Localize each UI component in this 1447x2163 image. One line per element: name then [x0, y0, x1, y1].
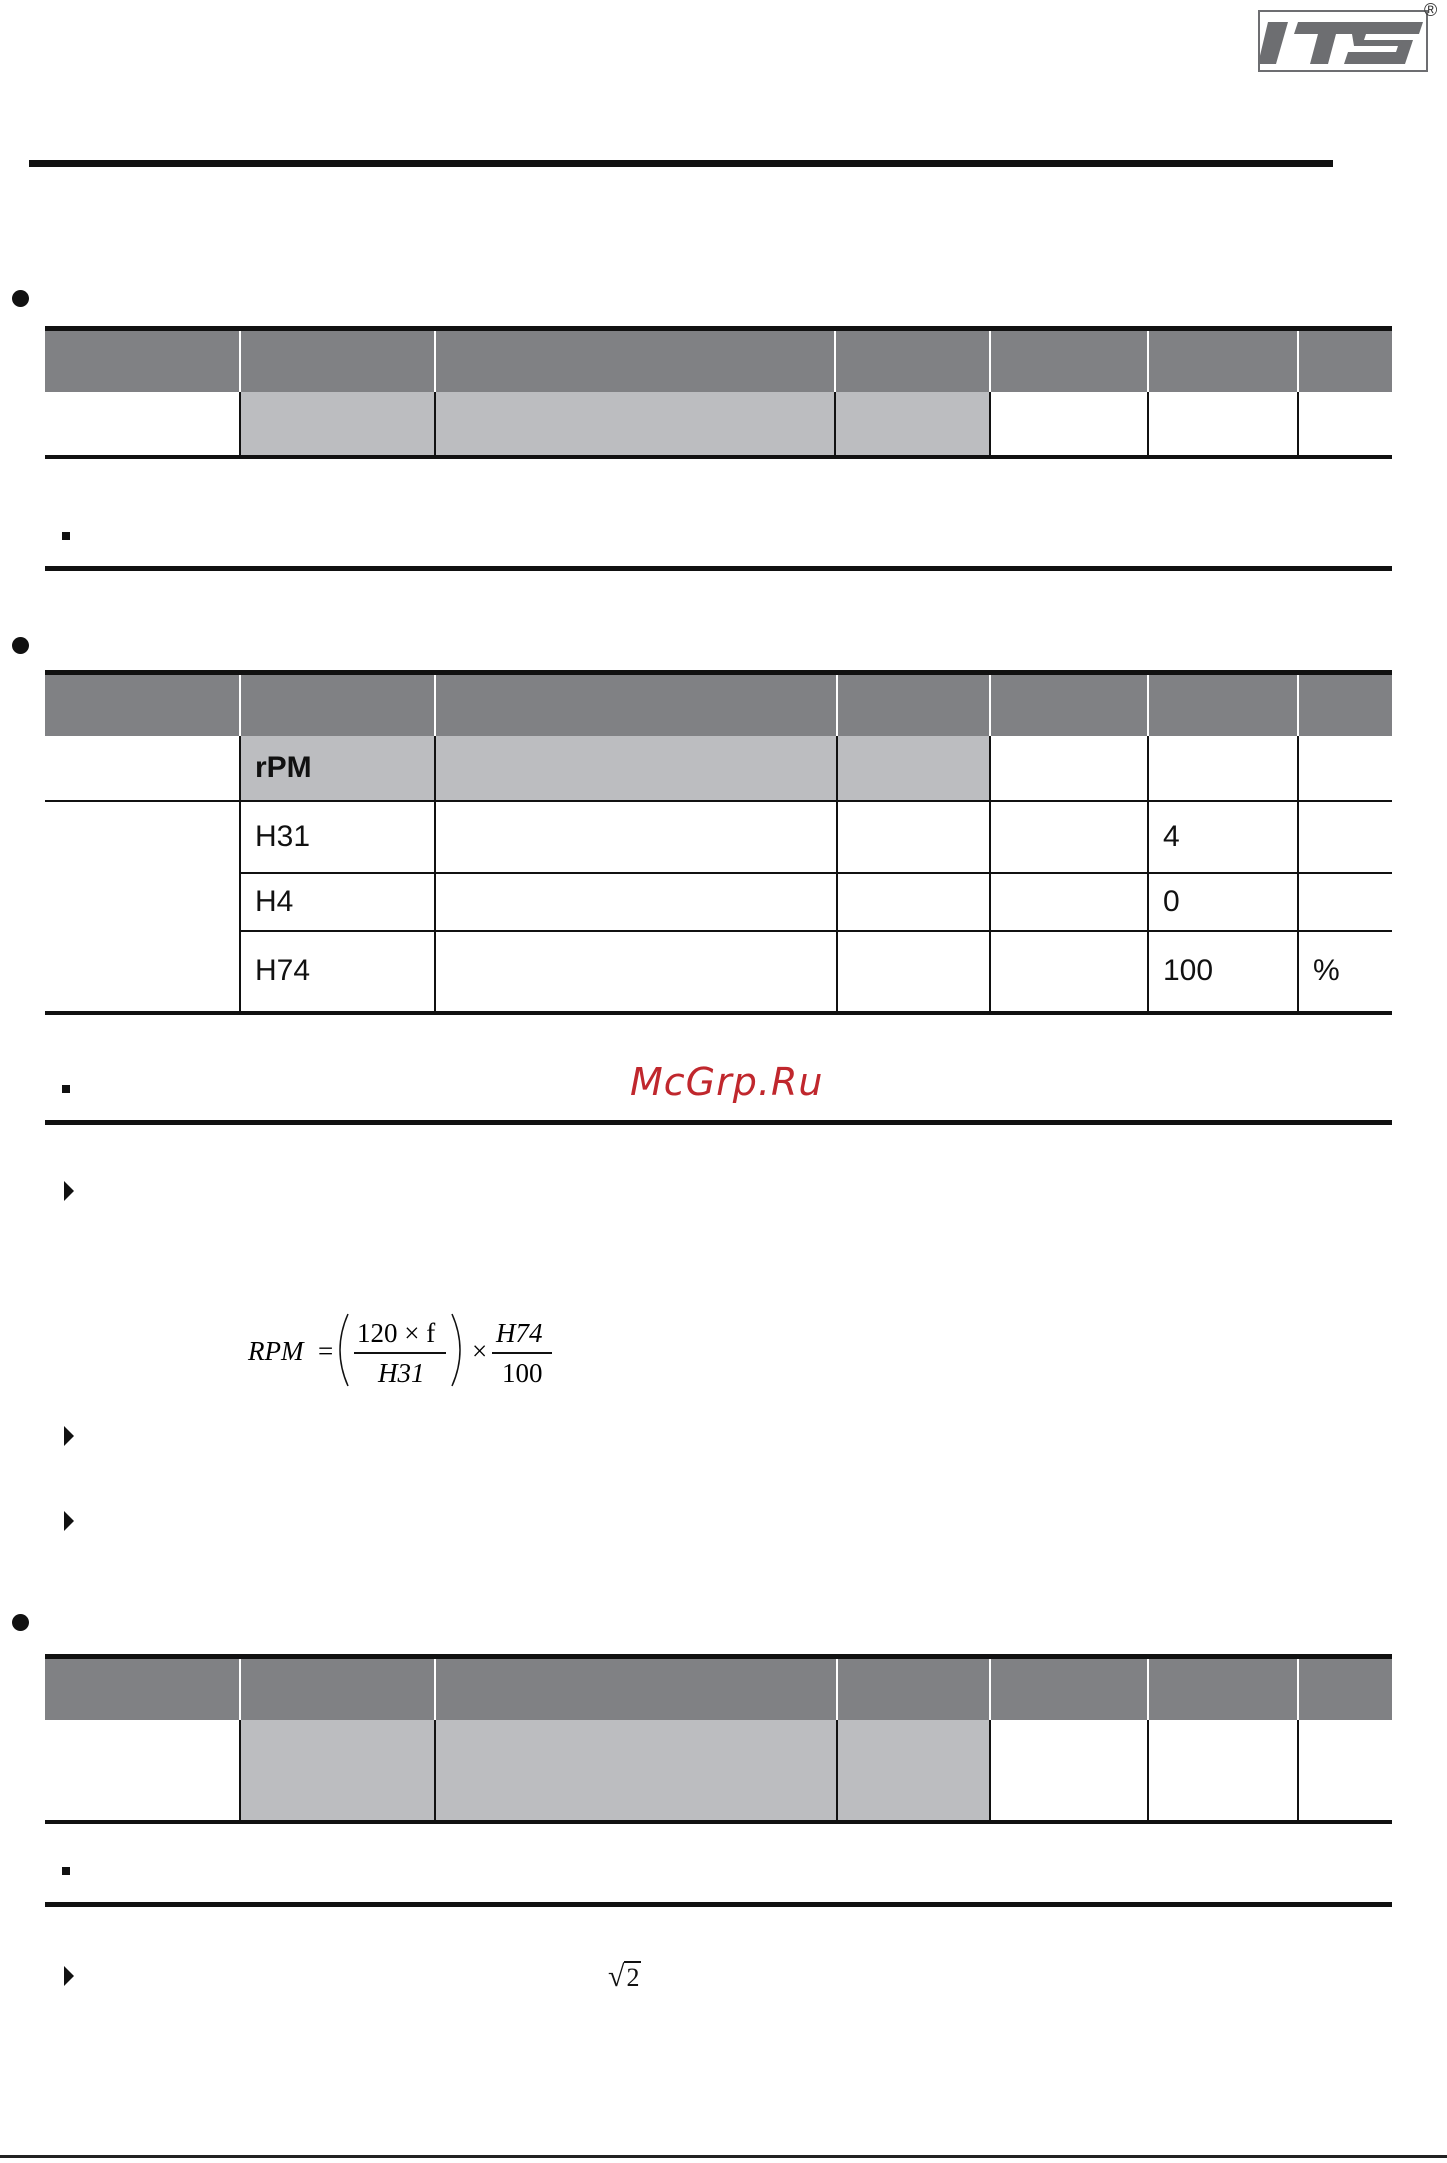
table-header-cell — [1298, 1657, 1392, 1720]
table-cell — [990, 801, 1148, 873]
rpm-formula — [240, 1310, 580, 1390]
param-code-rpm: rPM — [240, 736, 435, 801]
table-cell — [45, 1720, 240, 1822]
table-row — [45, 931, 1392, 1013]
table-cell — [990, 1720, 1148, 1822]
table-header-cell — [45, 329, 240, 392]
table-header-cell — [837, 673, 990, 736]
formula-times: × — [472, 1336, 488, 1366]
table-cell — [1148, 392, 1298, 457]
table-row — [45, 1720, 1392, 1822]
table-cell — [837, 1720, 990, 1822]
header-rule — [29, 160, 1333, 167]
footer-rule — [0, 2155, 1447, 2158]
table-header-cell — [990, 673, 1148, 736]
watermark-text: McGrp.Ru — [630, 1060, 824, 1104]
table-cell — [837, 873, 990, 931]
table-header-cell — [45, 673, 240, 736]
section-bullet-1 — [12, 290, 29, 307]
section-bullet-2 — [12, 637, 29, 654]
table-header-cell — [435, 673, 837, 736]
table-header-cell — [1298, 673, 1392, 736]
table-row — [45, 801, 1392, 873]
formula-lhs: RPM — [248, 1336, 304, 1366]
table-header-cell — [1148, 329, 1298, 392]
table-row — [45, 392, 1392, 457]
note-marker — [62, 1867, 70, 1875]
table-cell — [435, 736, 837, 801]
table-cell — [837, 736, 990, 801]
note-marker — [62, 532, 70, 540]
table-cell — [1148, 1720, 1298, 1822]
table-header-cell — [435, 329, 835, 392]
table-header-cell — [990, 1657, 1148, 1720]
table-header-cell — [240, 329, 435, 392]
table-header-cell — [990, 329, 1148, 392]
arrow-bullet-icon — [64, 1426, 74, 1446]
sqrt-symbol: √ — [608, 1960, 625, 1993]
table-row — [45, 873, 1392, 931]
table-cell — [240, 392, 435, 457]
table-cell — [990, 931, 1148, 1013]
section-divider — [45, 1902, 1392, 1907]
table-cell — [990, 873, 1148, 931]
table-header-cell — [1148, 1657, 1298, 1720]
table-cell — [837, 931, 990, 1013]
table-cell — [837, 801, 990, 873]
parameter-table-1 — [45, 326, 1392, 459]
table-header-cell — [435, 1657, 837, 1720]
table-header-cell — [1148, 673, 1298, 736]
arrow-bullet-icon — [64, 1181, 74, 1201]
table-header-cell — [835, 329, 990, 392]
table-cell — [45, 801, 240, 1013]
table-cell — [435, 1720, 837, 1822]
param-code-h4: H4 — [240, 873, 435, 931]
section-bullet-3 — [12, 1614, 29, 1631]
param-value-h31: 4 — [1148, 801, 1298, 873]
table-header-cell — [240, 673, 435, 736]
arrow-bullet-icon — [64, 1966, 74, 1986]
sqrt-two — [608, 1960, 641, 1994]
table-cell — [1298, 873, 1392, 931]
table-cell — [990, 392, 1148, 457]
parameter-table-3 — [45, 1654, 1392, 1824]
table-cell — [1298, 392, 1392, 457]
table-cell — [45, 392, 240, 457]
formula-equals: = — [318, 1336, 334, 1366]
table-cell — [1148, 736, 1298, 801]
table-header-cell — [240, 1657, 435, 1720]
table-cell — [435, 931, 837, 1013]
param-value-h74: 100 — [1148, 931, 1298, 1013]
table-cell — [1298, 801, 1392, 873]
table-cell — [435, 873, 837, 931]
section-divider — [45, 1120, 1392, 1125]
table-cell — [1298, 1720, 1392, 1822]
param-code-h74: H74 — [240, 931, 435, 1013]
formula-den2: 100 — [502, 1358, 543, 1388]
parameter-table-2 — [45, 670, 1392, 1015]
table-cell — [435, 801, 837, 873]
formula-num1: 120 × f — [357, 1318, 436, 1348]
formula-num2: H74 — [496, 1318, 543, 1348]
table-row — [45, 736, 1392, 801]
table-cell — [835, 392, 990, 457]
table-header-cell — [1298, 329, 1392, 392]
section-divider — [45, 566, 1392, 571]
param-code-h31: H31 — [240, 801, 435, 873]
param-value-h4: 0 — [1148, 873, 1298, 931]
formula-den1: H31 — [378, 1358, 425, 1388]
sqrt-value: 2 — [626, 1963, 640, 1992]
note-marker — [62, 1085, 70, 1093]
table-cell — [240, 1720, 435, 1822]
arrow-bullet-icon — [64, 1511, 74, 1531]
table-cell — [435, 392, 835, 457]
table-header-cell — [837, 1657, 990, 1720]
table-header-cell — [45, 1657, 240, 1720]
registered-mark: ® — [1424, 0, 1438, 20]
table-cell — [990, 736, 1148, 801]
param-unit-h74: % — [1298, 931, 1392, 1013]
table-cell — [45, 736, 240, 801]
company-logo — [1258, 10, 1428, 74]
table-cell — [1298, 736, 1392, 801]
